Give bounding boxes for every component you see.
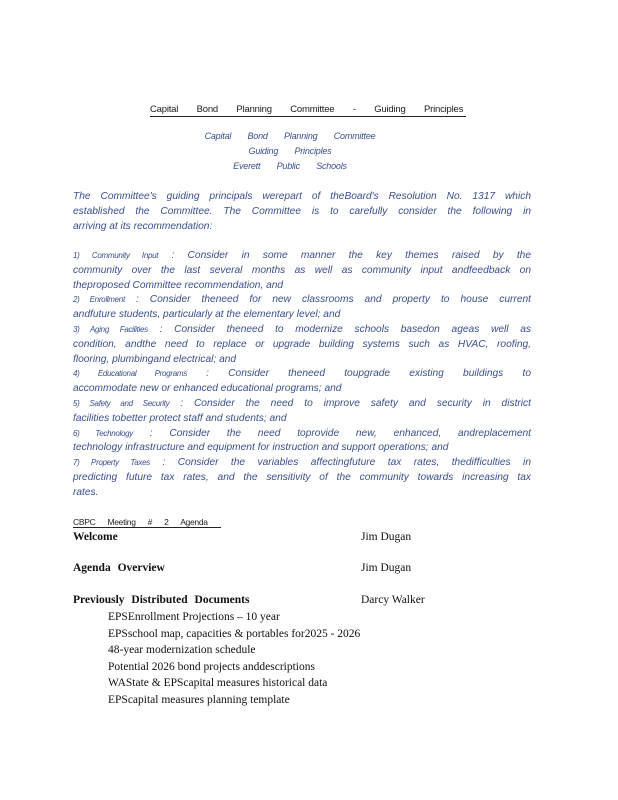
principle-2 [73,293,531,308]
principle-text: : Consider theneed toupgrade existing buildings to [206,368,531,380]
principle-text: : Consider theneed for new classrooms and property to house current [135,294,531,306]
document-list [90,609,360,708]
principle-label: 2) Enrollment [73,295,125,305]
list-item [90,675,360,692]
principle-text: theproposed Committee recommendation, and [73,279,284,291]
agenda-presenter: Darcy Walker [361,594,425,606]
document-title: EPSschool map, capacities & portables for2025 - 2026 [108,627,361,640]
principle-text: andfuture students, particularly at the elementary level; and [73,309,341,321]
principle-label: 4) Educational Programs [73,369,187,379]
intro-paragraph [73,190,531,234]
principle-text: flooring, plumbingand electrical; and [73,353,237,365]
principle-1 [73,249,531,264]
document-title: EPScapital measures planning template [108,693,290,706]
list-item [90,626,360,643]
principle-text: community over the last several months as well as community input andfeedback on [73,264,531,276]
principle-text: : Consider the variables affectingfuture tax rates, thedifficulties in [162,457,531,469]
principle-6 [73,427,531,442]
subheading-guiding-principles: Guiding Principles [248,146,332,156]
document-title: EPSEnrollment Projections – 10 year [108,611,280,623]
agenda-row-documents [73,594,513,606]
list-item [90,642,360,659]
principle-label: 6) Technology [73,428,133,438]
principle-text: facilities tobetter protect staff and students; and [73,412,287,424]
agenda-presenter: Jim Dugan [361,531,412,543]
principles-list [73,249,531,501]
principle-text: condition, andthe need to replace or upgrade building systems such as HVAC, roofing, [73,338,531,350]
subheading-committee: Capital Bond Planning Committee [204,131,376,141]
principle-text: : Consider theneed to modernize schools basedon ageas well as [159,323,531,335]
document-title: 48-year modernization schedule [108,644,256,656]
principle-5 [73,397,531,412]
principle-label: 7) Property Taxes [73,458,150,468]
agenda-item: Previously Distributed Documents [73,594,250,606]
principle-3 [73,323,531,338]
list-item [90,659,360,676]
intro-line: arriving at its recommendation: [73,220,213,232]
agenda-row-overview [73,562,513,574]
principle-label: 5) Safety and Security [73,398,170,408]
list-item [90,609,360,626]
principle-7 [73,456,531,471]
subheading-district: Everett Public Schools [233,161,347,171]
principle-label: 3) Aging Facilities [73,324,148,334]
agenda-row-welcome [73,531,513,543]
agenda-item: Welcome [73,531,118,543]
document-title: WAState & EPScapital measures historical data [108,677,328,689]
intro-line: established the Committee. The Committee is to carefully consider the following in [73,205,531,217]
principle-4 [73,367,531,382]
principle-text: accommodate new or enhanced educational programs; and [73,383,342,395]
principle-text: rates. [73,486,99,498]
agenda-item: Agenda Overview [73,562,165,574]
page-title: Capital Bond Planning Committee - Guiding Principles [150,104,466,117]
agenda-presenter: Jim Dugan [361,562,412,574]
principle-text: : Consider the need toprovide new, enhanced, andreplacement [149,427,532,439]
principle-text: technology infrastructure and equipment for instruction and support operations; and [73,442,449,454]
agenda-heading: CBPC Meeting # 2 Agenda [73,517,221,528]
principle-text: predicting future tax rates, and the sensitivity of the community towards increasing tax [73,471,531,483]
list-item [90,692,360,709]
intro-line: The Committee's guiding principals werepart of theBoard's Resolution No. 1317 which [73,191,531,202]
document-title: Potential 2026 bond projects anddescriptions [108,660,315,673]
principle-text: : Consider in some manner the key themes raised by the [171,250,531,261]
principle-text: : Consider the need to improve safety and security in district [180,397,531,409]
principle-label: 1) Community Input [73,251,159,260]
